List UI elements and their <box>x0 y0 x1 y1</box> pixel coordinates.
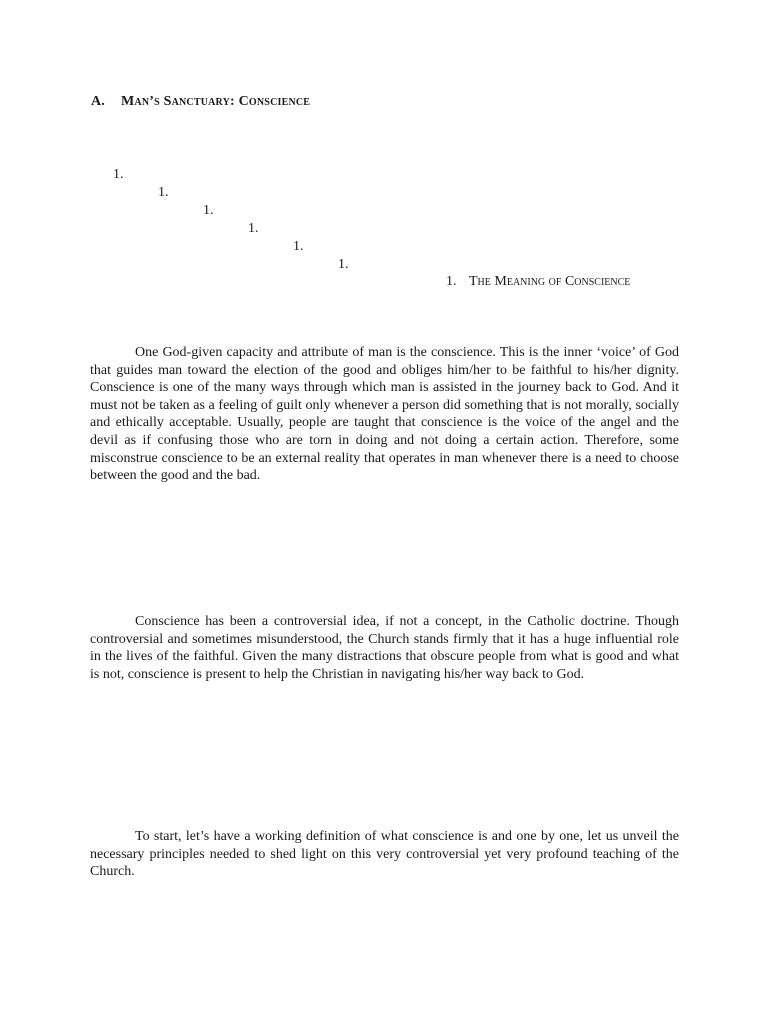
subsection-label: 1. <box>446 274 457 289</box>
section-title: Man’s Sanctuary: Conscience <box>121 94 311 109</box>
subsection-title: The Meaning of Conscience <box>469 274 631 289</box>
subsection-heading <box>446 273 630 291</box>
list-marker: 1. <box>248 221 259 236</box>
list-marker: 1. <box>293 239 304 254</box>
list-marker: 1. <box>113 167 124 182</box>
list-marker: 1. <box>338 257 349 272</box>
list-marker: 1. <box>158 185 169 200</box>
paragraph-2: Conscience has been a controversial idea, if not a concept, in the Catholic doctrine. Though controversial and sometimes misunderstood, the Church stands firmly that it has a huge influential role in the lives of the faithful. Given the many distractions that obscure people from what is good and what is not, conscience is present to help the Christian in navigating his/her way back to God. <box>90 614 679 682</box>
paragraph-1: One God-given capacity and attribute of man is the conscience. This is the inner ‘voice’ of God that guides man toward the election of the good and obliges him/her to be faithful to his/her dignity. Conscience is one of the many ways through which man is assisted in the journey back to God. And it must not be taken as a feeling of guilt only whenever a person did something that is not morally, socially and ethically acceptable. Usually, people are taught that conscience is the voice of the angel and the devil as if confusing those who are torn in doing and not doing a certain action. Therefore, some misconstrue conscience to be an external reality that operates in man whenever there is a need to choose between the good and the bad. <box>90 345 679 484</box>
list-marker: 1. <box>203 203 214 218</box>
section-label: A. <box>91 94 106 109</box>
paragraph-3: To start, let’s have a working definition of what conscience is and one by one, let us unveil the necessary principles needed to shed light on this very controversial yet very profound teaching of the Church. <box>90 829 679 880</box>
section-heading <box>91 94 310 110</box>
